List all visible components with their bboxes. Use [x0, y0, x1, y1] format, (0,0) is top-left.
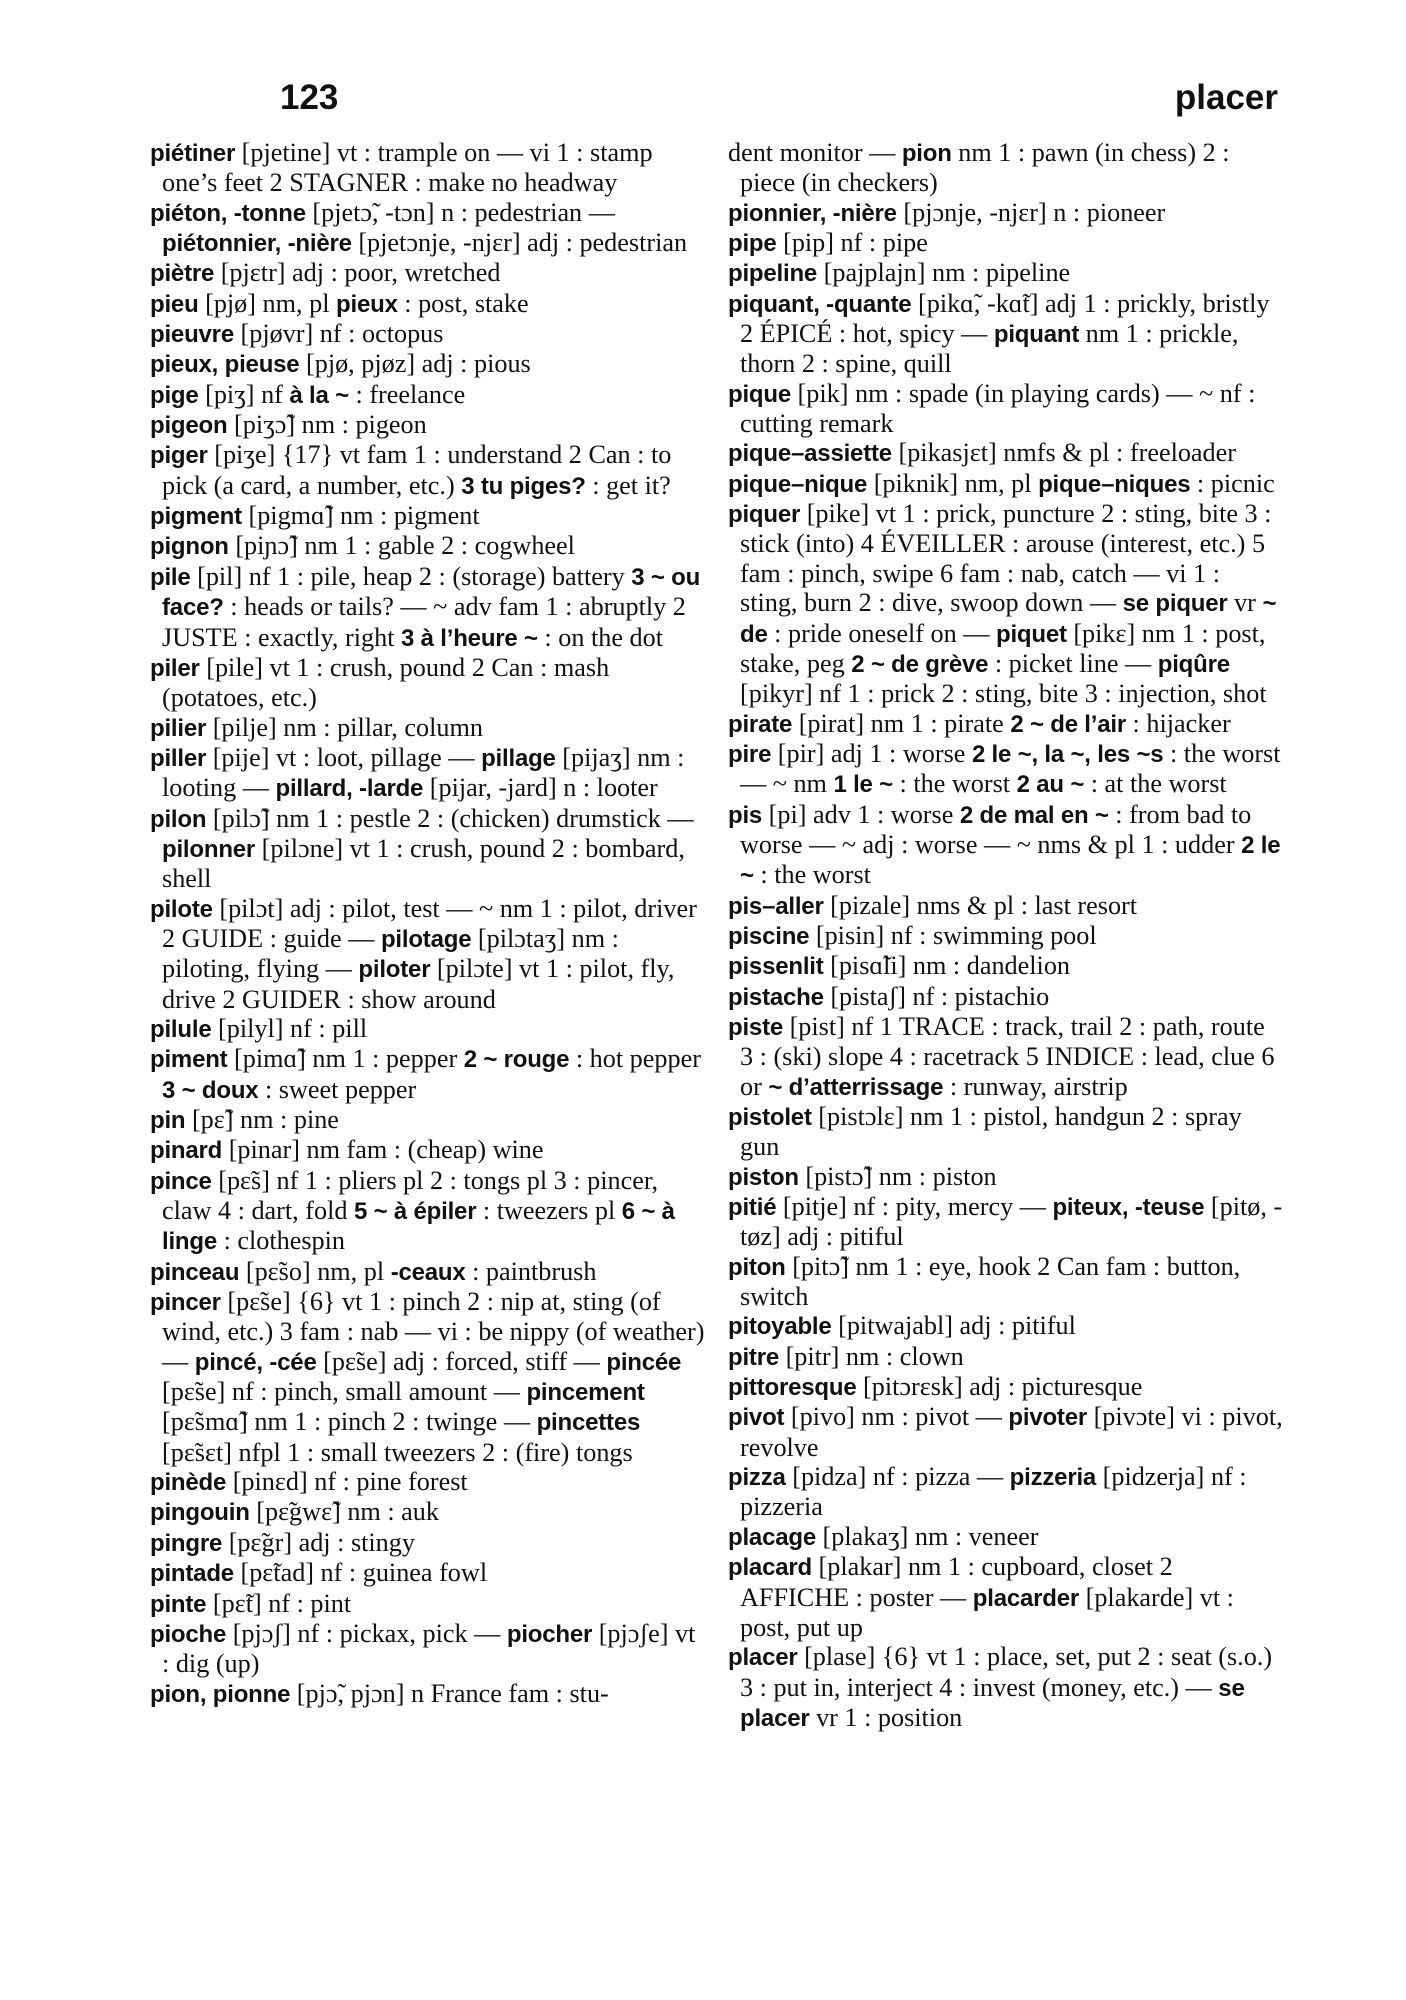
dictionary-entry	[728, 1342, 1283, 1372]
dictionary-entry	[150, 1257, 705, 1287]
headword: pipeline	[728, 260, 818, 288]
definition-text: [pistɔ̃] nm : piston	[798, 1161, 997, 1191]
headword: 2 le ~	[740, 831, 1281, 890]
definition-text: : the worst	[892, 769, 1017, 799]
dictionary-entry	[728, 228, 1283, 258]
definition-text: [pistaʃ] nf : pistachio	[823, 981, 1050, 1011]
definition-text: [pivɔte] vi : pivot, revolve	[740, 1402, 1283, 1462]
headword: pinard	[150, 1137, 223, 1165]
headword: pieuvre	[150, 321, 234, 349]
definition-text: [pɛ̃] nm : pine	[185, 1105, 339, 1134]
headword: pitre	[728, 1343, 780, 1371]
headword: pingouin	[150, 1499, 250, 1527]
dictionary-entry	[150, 1166, 705, 1257]
definition-text: [pjetɔ̃, -tɔn] n : pedestrian —	[305, 197, 615, 227]
definition-text: : on the dot	[537, 622, 663, 652]
headword: pincement	[526, 1379, 645, 1407]
headword: piteux, -teuse	[1052, 1194, 1205, 1222]
definition-text: [piʒe] {17} vt fam 1 : understand 2 Can : to pick (a card, a number, etc.)	[162, 440, 672, 500]
headword: pinède	[150, 1469, 227, 1497]
headword: 6 ~ à linge	[162, 1198, 675, 1256]
definition-text: vr	[1227, 588, 1263, 618]
dictionary-entry	[728, 499, 1283, 708]
headword: pique–assiette	[728, 440, 892, 468]
definition-text: [pinɛd] nf : pine forest	[226, 1467, 468, 1497]
definition-text: [pisɑ̃li] nm : dandelion	[823, 951, 1071, 981]
headword: 3 tu piges?	[461, 472, 586, 500]
right-column	[728, 138, 1283, 1733]
definition-text: [pistɔlɛ] nm 1 : pistol, handgun 2 : spray gun	[740, 1102, 1242, 1162]
headword: pigment	[150, 503, 242, 531]
definition-text: [pajplajn] nm : pipeline	[817, 258, 1071, 288]
dictionary-entry	[728, 438, 1283, 468]
definition-text: [pilɔne] vt 1 : crush, pound 2 : bombard, shell	[162, 833, 685, 894]
definition-text: : picket line —	[988, 648, 1158, 678]
headword: pistolet	[728, 1104, 812, 1131]
definition-text: : sweet pepper	[258, 1074, 417, 1104]
headword: se placer	[740, 1674, 1245, 1732]
dictionary-entry	[150, 501, 705, 531]
definition-text: : runway, airstrip	[943, 1071, 1128, 1101]
dictionary-entry	[728, 1522, 1283, 1552]
headword: pilotage	[380, 925, 472, 953]
definition-text: nm 1 : pawn (in chess) 2 : piece (in checkers)	[740, 138, 1230, 198]
dictionary-entry	[150, 319, 705, 349]
headword: pittoresque	[728, 1374, 857, 1402]
definition-text: : from bad to worse — ~ adj : worse — ~ nms & pl 1 : udder	[740, 799, 1252, 859]
headword: pizza	[728, 1464, 786, 1492]
definition-text: [pirat] nm 1 : pirate	[792, 708, 1011, 738]
headword: piscine	[728, 922, 810, 950]
headword: pin	[150, 1107, 186, 1134]
headword: pilote	[150, 895, 213, 923]
definition-text: [pjø] nm, pl	[198, 288, 337, 318]
definition-text: [pije] vt : loot, pillage —	[206, 742, 482, 772]
headword: pinte	[150, 1590, 207, 1618]
dictionary-entry	[728, 1462, 1283, 1522]
headword: pincettes	[536, 1409, 641, 1437]
definition-text: [pilɔte] vt 1 : pilot, fly, drive 2 GUIDER : show around	[162, 954, 675, 1014]
dictionary-entry	[728, 800, 1283, 891]
dictionary-entry	[728, 379, 1283, 439]
definition-text: : hot pepper	[569, 1044, 701, 1074]
headword: pillage	[481, 744, 556, 772]
headword: pizzeria	[1009, 1464, 1097, 1492]
definition-text: [pidzerja] nf : pizzeria	[740, 1462, 1247, 1522]
headword: pire	[728, 740, 772, 768]
dictionary-entry	[150, 562, 705, 653]
definition-text: [pjɔnje, -njɛr] n : pioneer	[896, 197, 1166, 227]
definition-text: [pisin] nf : swimming pool	[809, 920, 1097, 950]
headword: pilon	[150, 805, 207, 833]
definition-text: [pikɛ] nm 1 : post, stake, peg	[740, 618, 1266, 678]
definition-text: [pɛ̃se] nf : pinch, small amount —	[162, 1377, 527, 1407]
dictionary-entry	[150, 289, 705, 319]
page-header	[150, 78, 1278, 128]
definition-text: [pilje] nm : pillar, column	[206, 712, 483, 742]
headword: pile	[150, 563, 191, 591]
headword: pistache	[728, 983, 824, 1011]
headword: piquer	[728, 501, 801, 529]
dictionary-entry	[728, 982, 1283, 1012]
definition-text: [pɛ̃gwɛ̃] nm : auk	[249, 1497, 439, 1527]
definition-text: [pɛ̃se] {6} vt 1 : pinch 2 : nip at, sting (of wind, etc.) 3 fam : nab — vi : be nippy (of weather) —	[162, 1287, 705, 1376]
dictionary-entry	[150, 198, 705, 259]
dictionary-entry	[150, 1679, 705, 1709]
dictionary-entry	[728, 258, 1283, 288]
headword: 2 ~ de grève	[851, 650, 989, 678]
headword: placarder	[972, 1584, 1080, 1612]
headword: pionnier, -nière	[728, 199, 897, 227]
dictionary-entry	[150, 1287, 705, 1467]
definition-text: [pil] nf 1 : pile, heap 2 : (storage) battery	[190, 561, 632, 591]
definition-text: [plakar] nm 1 : cupboard, closet 2 AFFICHE : poster —	[740, 1552, 1173, 1612]
definition-text: [pɛ̃t] nf : pint	[206, 1588, 352, 1618]
dictionary-entry	[150, 1014, 705, 1044]
headword: piètre	[150, 260, 215, 288]
headword: pipe	[728, 230, 777, 258]
definition-text: [pinar] nm fam : (cheap) wine	[222, 1135, 544, 1165]
definition-text: [pjɔʃe] vt : dig (up)	[162, 1618, 696, 1679]
definition-text: [pimɑ̃] nm 1 : pepper	[227, 1044, 464, 1074]
dictionary-entry	[150, 894, 705, 1014]
headword: pintade	[150, 1560, 234, 1588]
definition-text: [pitɔ̃] nm 1 : eye, hook 2 Can fam : button, switch	[740, 1251, 1241, 1312]
definition-text: [pile] vt 1 : crush, pound 2 Can : mash (potatoes, etc.)	[162, 652, 610, 713]
dictionary-entry	[728, 1192, 1283, 1252]
definition-text: [pilɔt] adj : pilot, test — ~ nm 1 : pilot, driver 2 GUIDE : guide —	[162, 893, 697, 953]
definition-text: : the worst — ~ nm	[740, 738, 1281, 799]
definition-text: : paintbrush	[465, 1256, 597, 1286]
definition-text: [pitø, -tøz] adj : pitiful	[740, 1192, 1283, 1252]
headword: pilier	[150, 714, 207, 742]
dictionary-entry	[150, 1135, 705, 1165]
headword: 3 ~ doux	[162, 1076, 259, 1104]
dictionary-entry	[728, 1252, 1283, 1312]
definition-text: [pjøvr] nf : octopus	[233, 319, 444, 349]
definition-text: [pizale] nms & pl : last resort	[823, 890, 1138, 920]
definition-text: [pjɔʃ] nf : pickax, pick —	[226, 1618, 507, 1648]
dictionary-entry	[150, 1589, 705, 1619]
dictionary-entry	[150, 1528, 705, 1558]
definition-text: [piɲɔ̃] nm 1 : gable 2 : cogwheel	[228, 531, 575, 561]
headword: pique–niques	[1038, 470, 1191, 498]
headword: 5 ~ à épiler	[353, 1198, 477, 1226]
dictionary-entry	[728, 1372, 1283, 1402]
definition-text: [pjɛtr] adj : poor, wretched	[214, 258, 501, 288]
definition-text: nm 1 : prickle, thorn 2 : spine, quill	[740, 319, 1239, 379]
definition-text: [pijar, -jard] n : looter	[423, 773, 658, 803]
headword: pigeon	[150, 412, 228, 440]
headword: piste	[728, 1013, 784, 1041]
dictionary-entry	[150, 440, 705, 501]
headword: 3 ~ ou face?	[162, 563, 701, 622]
definition-text: : the worst	[753, 860, 871, 890]
definition-text: : tweezers pl	[476, 1196, 622, 1226]
definition-text: [pɛ̃tad] nf : guinea fowl	[233, 1558, 488, 1588]
definition-text: [pikyr] nf 1 : prick 2 : sting, bite 3 : injection, shot	[740, 679, 1267, 709]
definition-text: : post, stake	[397, 288, 529, 318]
headword: pige	[150, 381, 199, 409]
dictionary-entry	[150, 1497, 705, 1527]
definition-text: [pɛ̃se] adj : forced, stiff —	[316, 1346, 607, 1376]
headword: pieux, pieuse	[150, 351, 300, 379]
headword: pioche	[150, 1620, 227, 1648]
dictionary-entry	[150, 258, 705, 288]
definition-text: [pilɔ̃] nm 1 : pestle 2 : (chicken) drumstick —	[206, 803, 694, 833]
definition-text: dent monitor —	[728, 138, 902, 167]
dictionary-entry	[728, 1642, 1283, 1733]
dictionary-entry	[150, 1558, 705, 1588]
page-number: 123	[280, 78, 339, 117]
headword: piocher	[506, 1620, 593, 1648]
dictionary-entry	[150, 1467, 705, 1497]
headword: se piquer	[1122, 590, 1228, 618]
dictionary-entry	[728, 709, 1283, 739]
headword: piston	[728, 1163, 799, 1191]
headword: piger	[150, 442, 208, 470]
headword: piler	[150, 654, 200, 682]
definition-text: [pitje] nf : pity, mercy —	[776, 1192, 1053, 1222]
headword: piqûre	[1157, 650, 1230, 678]
definition-text: : freelance	[348, 379, 466, 409]
definition-text: [pitr] nm : clown	[779, 1341, 964, 1371]
headword: 3 à l’heure ~	[401, 624, 538, 652]
definition-text: : hijacker	[1126, 708, 1231, 738]
definition-text: [pjø, pjøz] adj : pious	[299, 349, 531, 379]
definition-text: : clothespin	[217, 1226, 346, 1256]
definition-text: [pɛ̃smɑ̃] nm 1 : pinch 2 : twinge —	[162, 1407, 537, 1437]
definition-text: [plase] {6} vt 1 : place, set, put 2 : seat (s.o.) 3 : put in, interject 4 : invest (money, etc.) —	[740, 1642, 1273, 1702]
left-column	[150, 138, 705, 1709]
headword: pilule	[150, 1015, 212, 1043]
dictionary-entry	[150, 410, 705, 440]
definition-text: [pijaʒ] nm : looting —	[162, 742, 685, 803]
headword: pieu	[150, 290, 199, 318]
dictionary-entry	[150, 138, 705, 198]
headword: pignon	[150, 533, 229, 561]
definition-text: [pikɑ̃, -kɑ̃t] adj 1 : prickly, bristly 2 ÉPICÉ : hot, spicy —	[740, 288, 1270, 349]
headword: -ceaux	[390, 1258, 466, 1286]
headword: 2 de mal en ~	[959, 801, 1109, 829]
headword: placage	[728, 1523, 816, 1551]
definition-text: [pilyl] nf : pill	[211, 1013, 368, 1043]
headword: ~ de	[740, 590, 1277, 648]
definition-text: [piʒɔ̃] nm : pigeon	[227, 410, 427, 440]
definition-text: [pjɔ̃, pjɔn] n France fam : stu-	[290, 1678, 609, 1708]
headword: piétiner	[150, 140, 236, 167]
headword: pissenlit	[728, 953, 824, 981]
dictionary-entry	[150, 804, 705, 894]
headword: pitoyable	[728, 1313, 832, 1341]
definition-text: [pɛ̃gr] adj : stingy	[222, 1527, 415, 1557]
headword: pincée	[606, 1348, 682, 1376]
headword: pilonner	[162, 835, 256, 863]
headword: 1 le ~	[833, 771, 893, 799]
dictionary-entry	[728, 891, 1283, 921]
headword: piquant, -quante	[728, 290, 912, 318]
dictionary-entry	[150, 531, 705, 561]
definition-text: [pɛ̃s] nf 1 : pliers pl 2 : tongs pl 3 : pincer, claw 4 : dart, fold	[162, 1165, 659, 1226]
dictionary-entry	[150, 380, 705, 410]
headword: placard	[728, 1554, 812, 1582]
dictionary-entry	[728, 198, 1283, 228]
definition-text: [pitɔrɛsk] adj : picturesque	[856, 1372, 1143, 1402]
dictionary-entry	[150, 1105, 705, 1135]
definition-text: [pjetine] vt : trample on — vi 1 : stamp one’s feet 2 STAGNER : make no headway	[162, 138, 653, 198]
definition-text: [pigmɑ̃] nm : pigment	[241, 501, 480, 531]
guide-word: placer	[1174, 78, 1278, 117]
dictionary-entry	[728, 1012, 1283, 1102]
definition-text: [pɛ̃so] nm, pl	[239, 1256, 391, 1286]
headword: 2 au ~	[1016, 771, 1085, 799]
dictionary-entry	[728, 289, 1283, 379]
headword: 2 ~ de l’air	[1010, 710, 1126, 738]
dictionary-entry	[728, 1552, 1283, 1642]
headword: pis	[728, 801, 763, 829]
dictionary-entry	[728, 469, 1283, 499]
definition-text: : get it?	[585, 470, 671, 500]
dictionary-entry	[150, 349, 705, 379]
definition-text: [pjetɔnje, -njɛr] adj : pedestrian	[351, 228, 688, 258]
definition-text: : at the worst	[1084, 769, 1227, 799]
headword: pinceau	[150, 1258, 240, 1286]
definition-text: [pip] nf : pipe	[776, 228, 928, 258]
headword: placer	[728, 1644, 798, 1672]
headword: piloter	[358, 956, 431, 984]
headword: pique–nique	[728, 470, 868, 498]
definition-text: [pike] vt 1 : prick, puncture 2 : sting, bite 3 : stick (into) 4 ÉVEILLER : arouse (interest, etc.) 5 fam : pinch, swipe 6 fam : nab, catch — vi 1 : sting, burn 2 : dive, swoop down —	[740, 499, 1272, 618]
headword: 2 le ~, la ~, les ~s	[971, 740, 1164, 768]
headword: pivot	[728, 1404, 785, 1432]
definition-text: [pik] nm : spade (in playing cards) — ~ nf : cutting remark	[740, 378, 1256, 439]
dictionary-entry	[728, 138, 1283, 198]
definition-text: [pikasjɛt] nmfs & pl : freeloader	[891, 438, 1236, 468]
definition-text: : picnic	[1190, 468, 1275, 498]
dictionary-entry	[150, 1044, 705, 1105]
dictionary-entry	[150, 1619, 705, 1679]
dictionary-entry	[728, 951, 1283, 981]
headword: piéton, -tonne	[150, 199, 306, 227]
definition-text: [pist] nf 1 TRACE : track, trail 2 : path, route 3 : (ski) slope 4 : racetrack 5 INDICE : lead, clue 6 or	[740, 1011, 1275, 1101]
headword: pitié	[728, 1194, 777, 1222]
headword: pis–aller	[728, 892, 824, 920]
headword: pion	[901, 140, 952, 167]
headword: pillard, -larde	[275, 775, 424, 803]
headword: piment	[150, 1046, 228, 1074]
dictionary-entry	[728, 1311, 1283, 1341]
headword: piller	[150, 744, 207, 772]
headword: piquet	[995, 620, 1067, 648]
definition-text: [plakarde] vt : post, put up	[740, 1582, 1234, 1642]
headword: pivoter	[1008, 1404, 1088, 1432]
headword: pincé, -cée	[194, 1348, 317, 1376]
definition-text: : pride oneself on —	[767, 618, 996, 648]
dictionary-entry	[728, 1162, 1283, 1192]
headword: pique	[728, 380, 791, 408]
headword: pieux	[336, 290, 398, 318]
definition-text: : heads or tails? — ~ adv fam 1 : abruptly 2 JUSTE : exactly, right	[162, 592, 686, 652]
dictionary-entry	[728, 921, 1283, 951]
headword: pince	[150, 1167, 212, 1195]
definition-text: [pi] adv 1 : worse	[762, 799, 960, 829]
definition-text: [piʒ] nf	[198, 379, 290, 409]
headword: pingre	[150, 1529, 223, 1557]
definition-text: [piknik] nm, pl	[867, 468, 1039, 498]
dictionary-entry	[150, 743, 705, 804]
definition-text: vr 1 : position	[809, 1702, 963, 1732]
headword: à la ~	[289, 381, 349, 409]
dictionary-entry	[728, 739, 1283, 800]
headword: ~ d’atterrissage	[768, 1073, 944, 1101]
definition-text: [pir] adj 1 : worse	[771, 738, 972, 768]
headword: 2 ~ rouge	[463, 1046, 570, 1074]
definition-text: [plakaʒ] nm : veneer	[815, 1521, 1039, 1551]
headword: pirate	[728, 710, 793, 738]
headword: piquant	[993, 321, 1080, 349]
definition-text: [pivo] nm : pivot —	[784, 1402, 1009, 1432]
dictionary-entry	[728, 1402, 1283, 1462]
headword: piton	[728, 1253, 786, 1281]
definition-text: [pitwajabl] adj : pitiful	[831, 1311, 1076, 1341]
definition-text: [pidza] nf : pizza —	[785, 1462, 1010, 1492]
definition-text: [pɛ̃sɛt] nfpl 1 : small tweezers 2 : (fire) tongs	[162, 1437, 633, 1467]
dictionary-entry	[150, 653, 705, 713]
headword: pincer	[150, 1289, 221, 1317]
dictionary-entry	[150, 713, 705, 743]
definition-text: [pilɔtaʒ] nm : piloting, flying —	[162, 923, 619, 984]
headword: piétonnier, -nière	[162, 230, 352, 258]
dictionary-entry	[728, 1102, 1283, 1162]
headword: pion, pionne	[150, 1680, 291, 1708]
